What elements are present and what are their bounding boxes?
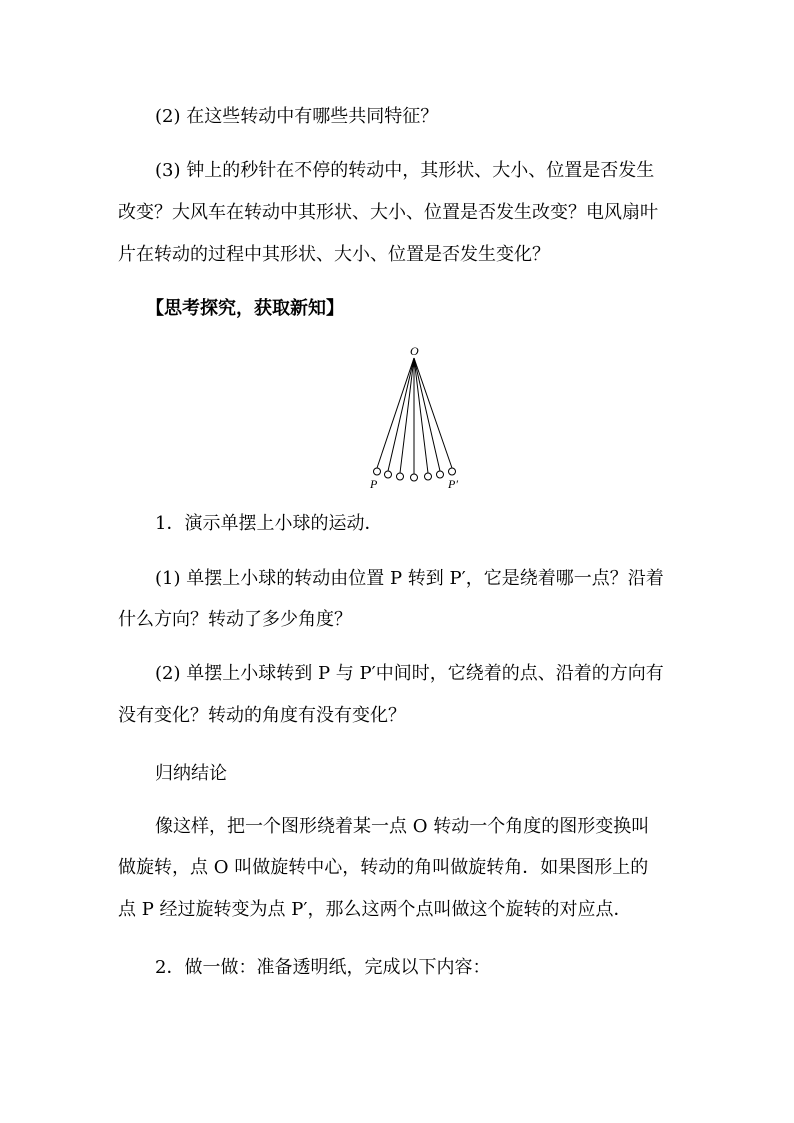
- section-heading: 【思考探究，获取新知】: [146, 298, 344, 319]
- label-p-prime: P′: [448, 477, 458, 491]
- definition-line-3: 点 P 经过旋转变为点 P′，那么这两个点叫做这个旋转的对应点．: [118, 899, 632, 920]
- definition-line-2: 做旋转，点 O 叫做旋转中心，转动的角叫做旋转角．如果图形上的: [118, 857, 649, 878]
- ball-end-p-prime: [449, 468, 456, 475]
- demo-question-2-line-2: 没有变化？转动的角度有没有变化？: [118, 705, 406, 726]
- label-p: P: [370, 477, 378, 491]
- pendulum-figure: [362, 342, 472, 498]
- conclusion-heading: 归纳结论: [155, 763, 227, 784]
- ball: [425, 473, 432, 480]
- activity-title: 2．做一做：准备透明纸，完成以下内容：: [155, 957, 491, 978]
- pendulum-diagram: [362, 342, 472, 494]
- ball: [397, 473, 404, 480]
- demo-question-1-line-2: 什么方向？转动了多少角度？: [118, 609, 352, 630]
- definition-line-1: 像这样，把一个图形绕着某一点 O 转动一个角度的图形变换叫: [155, 816, 650, 837]
- question-2: (2) 在这些转动中有哪些共同特征？: [155, 106, 439, 127]
- demo-question-2-line-1: (2) 单摆上小球转到 P 与 P′中间时，它绕着的点、沿着的方向有: [155, 663, 664, 684]
- demo-title: 1．演示单摆上小球的运动．: [155, 513, 383, 534]
- ball-start-p: [374, 468, 381, 475]
- question-3-line-1: (3) 钟上的秒针在不停的转动中，其形状、大小、位置是否发生: [155, 160, 655, 181]
- ball: [437, 471, 444, 478]
- question-3-line-2: 改变？大风车在转动中其形状、大小、位置是否发生改变？电风扇叶: [118, 202, 658, 223]
- pendulum-strings: [377, 358, 452, 474]
- question-3-line-3: 片在转动的过程中其形状、大小、位置是否发生变化？: [118, 244, 550, 265]
- ball: [411, 474, 418, 481]
- demo-question-1-line-1: (1) 单摆上小球的转动由位置 P 转到 P′，它是绕着哪一点？沿着: [155, 568, 664, 589]
- pivot-label-o: O: [410, 344, 419, 358]
- ball: [385, 471, 392, 478]
